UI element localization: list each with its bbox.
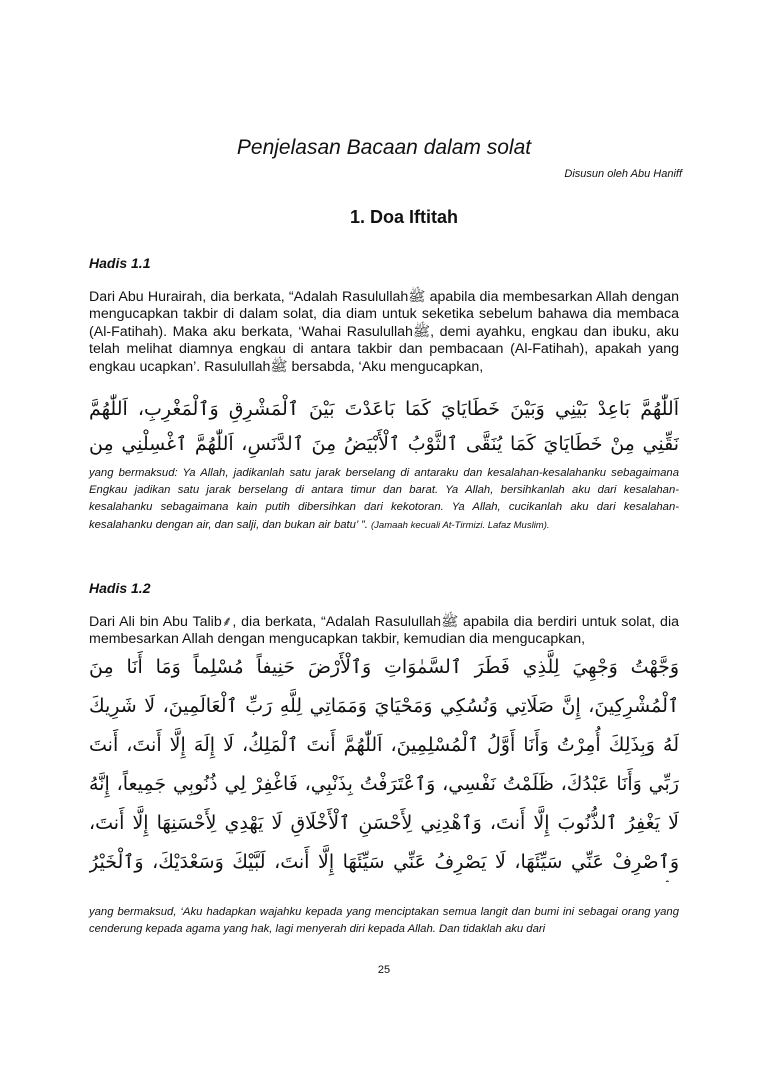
document-title: Penjelasan Bacaan dalam solat [236,136,532,159]
translation-paragraph: yang bermaksud, ‘Aku hadapkan wajahku kepada yang menciptakan semua langit dan bumi ini sebagai orang yang cenderung kepada agama yang hak, lagi menyerah diri kepada Allah. Dan tidaklah aku dari [89,906,679,936]
section-heading: 1. Doa Iftitah [349,207,458,227]
hadis-intro-paragraph: Dari Ali bin Abu Talib⸙, dia berkata, “Adalah Rasulullahﷺ apabila dia berdiri untuk solat, dia membesarkan Allah dengan mengucapkan takbir, kemudian dia mengucapkan, [89,614,679,648]
author-credit: Disusun oleh Abu Haniff [564,168,682,180]
hadis-intro-paragraph: Dari Abu Hurairah, dia berkata, “Adalah Rasulullahﷺ apabila dia membesarkan Allah dengan mengucapkan takbir di dalam solat, dia diam untuk seketika sebelum bahawa dia membaca (Al-Fatihah). Maka aku berkata, ‘Wahai Rasulullahﷺ, demi ayahku, engkau dan ibuku, aku telah melihat diamnya engkau di antara takbir dan pembacaan (Al-Fatihah), apakah yang engkau ucapkan’. Rasulullahﷺ bersabda, ‘Aku mengucapkan, [89,289,679,375]
translation-paragraph [89,465,679,534]
arabic-supplication: اَللّٰهُمَّ بَاعِدْ بَيْنِي وَبَيْنَ خَطَايَايَ كَمَا بَاعَدْتَ بَيْنَ ٱلْمَشْرِقِ وَٱلْمَغْرِبِ، اَللّٰهُمَّ نَقِّنِي مِنْ خَطَايَايَ كَمَا يُنَقَّى ٱلثَّوْبُ ٱلْأَبْيَضُ مِنَ ٱلدَّنَسِ، اَللّٰهُمَّ ٱغْسِلْنِي مِن [89,398,679,455]
hadith-source: (Jamaah kecuali At-Tirmizi. Lafaz Muslim). [371,519,550,531]
hadis-heading: Hadis 1.2 [89,580,151,596]
hadis-heading: Hadis 1.1 [89,255,151,271]
page-number: 25 [377,964,391,976]
translation-text: yang bermaksud: Ya Allah, jadikanlah satu jarak berselang di antaraku dan kesalahan-kesalahanku sebagaimana Engkau jadikan satu jarak berselang di antara timur dan barat. Ya Allah, bersihkanlah aku dari kesalahan-kesalahanku sebagaimana kain putih dibersihkan dari kekotoran. Ya Allah, cucikanlah aku dari kesalahan-kesalahanku dengan air, dan salji, dan bukan air batu’ ”. [89,467,679,531]
arabic-supplication: وَجَّهْتُ وَجْهِيَ لِلَّذِي فَطَرَ ٱلسَّمٰوَاتِ وَٱلْأَرْضَ حَنِيفاً مُسْلِماً وَمَا أَنَا مِنَ ٱلْمُشْرِكِينَ، إِنَّ صَلَاتِي وَنُسُكِي وَمَحْيَايَ وَمَمَاتِي لِلَّهِ رَبِّ ٱلْعَالَمِينَ، لَا شَرِيكَ لَهُ وَبِذَلِكَ أُمِرْتُ وَأَنَا أَوَّلُ ٱلْمُسْلِمِينَ، اَللّٰهُمَّ أَنتَ ٱلْمَلِكُ، لَا إِلَهَ إِلَّا أَنتَ، أَنتَ رَبِّي وَأَنَا عَبْدُكَ، ظَلَمْتُ نَفْسِي، وَٱعْتَرَفْتُ بِذَنْبِي، فَاغْفِرْ لِي ذُنُوبِي جَمِيعاً، إِنَّهُ لَا يَغْفِرُ ٱلذُّنُوبَ إِلَّا أَنتَ، وَٱهْدِنِي لِأَحْسَنِ ٱلْأَخْلَاقِ لَا يَهْدِي لِأَحْسَنِهَا إِلَّا أَنتَ، وَٱصْرِفْ عَنِّي سَيِّئَهَا، لَا يَصْرِفُ عَنِّي سَيِّئَهَا إِلَّا أَنتَ، لَبَّيْكَ وَسَعْدَيْكَ، وَٱلْخَيْرُ [89,656,679,873]
